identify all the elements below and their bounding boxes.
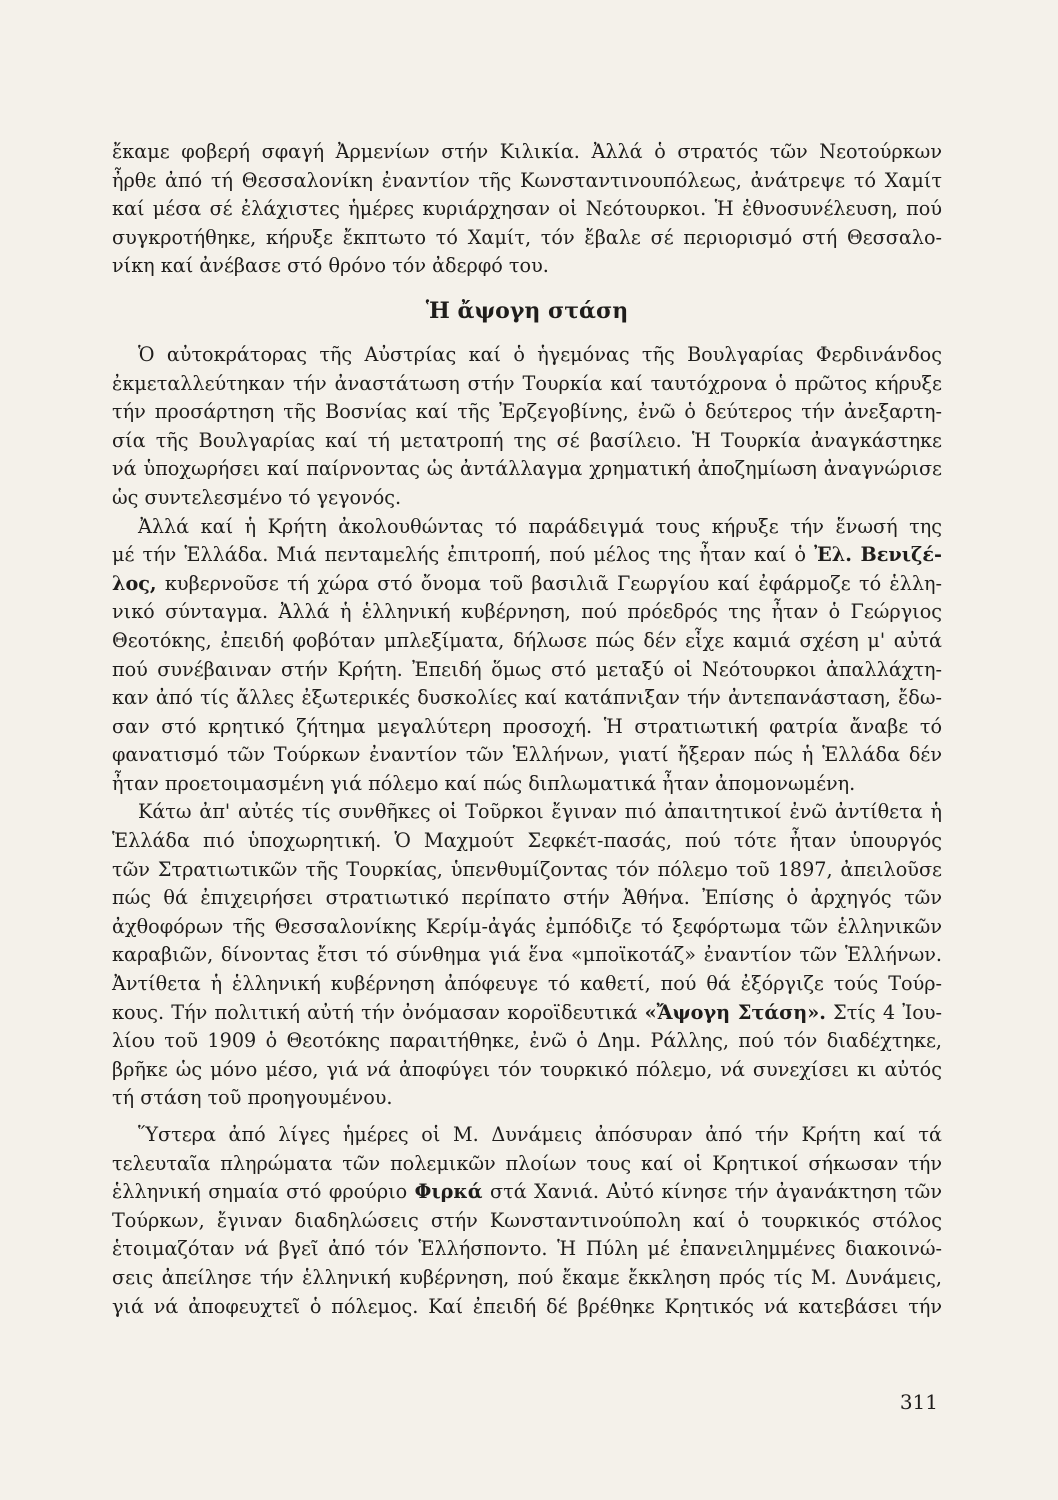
text-span: ἑλληνική σημαία στό φρούριο [112,1180,408,1204]
text-line: φανατισμό τῶν Τούρκων ἐναντίον τῶν Ἑλλήνων, γιατί ἤξεραν πώς ἡ Ἑλλάδα δέν [112,743,942,767]
bold-name: λος, [112,571,157,595]
text-line: Ἀντίθετα ἡ ἑλληνική κυβέρνηση ἀπόφευγε τό καθετί, πού θά ἐξόργιζε τούς Τούρ- [112,972,942,996]
text-line: Θεοτόκης, ἐπειδή φοβόταν μπλεξίματα, δήλωσε πώς δέν εἶχε καμιά σχέση μ' αὐτά [112,628,942,652]
text-line: πού συνέβαιναν στήν Κρήτη. Ἐπειδή ὅμως στό μεταξύ οἱ Νεότουρκοι ἀπαλλάχτη- [112,657,942,681]
text-line: λίου τοῦ 1909 ὁ Θεοτόκης παραιτήθηκε, ἐνῶ ὁ Δημ. Ράλλης, πού τόν διαδέχτηκε, [112,1029,942,1053]
text-line: ἔκαμε φοβερή σφαγή Ἀρμενίων στήν Κιλικία. Ἀλλά ὁ στρατός τῶν Νεοτούρκων [112,140,942,163]
text-line: σία τῆς Βουλγαρίας καί τή μετατροπή της σέ βασίλειο. Ἡ Τουρκία ἀναγκάστηκε [112,428,942,452]
text-line: τῶν Στρατιωτικῶν τῆς Τουρκίας, ὑπενθυμίζοντας τόν πόλεμο τοῦ 1897, ἀπειλοῦσε [112,857,942,881]
text-line: σαν στό κρητικό ζήτημα μεγαλύτερη προσοχή. Ἡ στρατιωτική φατρία ἄναβε τό [112,714,942,738]
text-span: κους. Τήν πολιτική αὐτή τήν ὀνόμασαν κοροϊδευτικά [112,1000,638,1024]
text-line: ὡς συντελεσμένο τό γεγονός. [112,485,402,509]
text-line: καν ἀπό τίς ἄλλες ἐξωτερικές δυσκολίες καί κατάπνιξαν τήν ἀντεπανάσταση, ἔδω- [112,686,942,710]
text-line: καραβιῶν, δίνοντας ἔτσι τό σύνθημα γιά ἕνα «μποϊκοτάζ» ἐναντίον τῶν Ἑλλήνων. [112,943,942,967]
text-line: Ὕστερα ἀπό λίγες ἡμέρες οἱ Μ. Δυνάμεις ἀπόσυραν ἀπό τήν Κρήτη καί τά [138,1123,942,1146]
text-line: Τούρκων, ἔγιναν διαδηλώσεις στήν Κωνσταντινούπολη καί ὁ τουρκικός στόλος [112,1208,942,1232]
text-line [112,570,942,599]
paragraph-1 [112,138,942,281]
text-line: βρῆκε ὡς μόνο μέσο, γιά νά ἀποφύγει τόν τουρκικό πόλεμο, νά συνεχίσει κι αὐτός [112,1057,942,1081]
text-line: πώς θά ἐπιχειρήσει στρατιωτικό περίπατο στήν Ἀθήνα. Ἐπίσης ὁ ἀρχηγός τῶν [112,886,942,910]
paragraph-5 [112,1121,942,1321]
text-line: ἦρθε ἀπό τή Θεσσαλονίκη ἐναντίον τῆς Κωνσταντινουπόλεως, ἀνάτρεψε τό Χαμίτ [112,168,942,192]
text-line [112,1178,942,1207]
text-line: τελευταῖα πληρώματα τῶν πολεμικῶν πλοίων τους καί οἱ Κρητικοί σήκωσαν τήν [112,1151,942,1175]
text-span: στά Χανιά. Αὐτό κίνησε τήν ἀγανάκτηση τῶν [490,1180,942,1204]
section-heading: Ἡ ἄψογη στάση [425,297,629,324]
text-line: σεις ἀπείλησε τήν ἑλληνική κυβέρνηση, πού ἔκαμε ἔκκληση πρός τίς Μ. Δυνάμεις, [112,1265,942,1289]
text-line: ἐκμεταλλεύτηκαν τήν ἀναστάτωση στήν Τουρκία καί ταυτόχρονα ὁ πρῶτος κήρυξε [112,371,942,395]
text-line: νίκη καί ἀνέβασε στό θρόνο τόν ἀδερφό του. [112,254,549,278]
text-span: Στίς 4 Ἰου- [833,1000,942,1024]
bold-name: Φιρκά [414,1180,483,1204]
bold-quote: «Ἄψογη Στάση». [644,1000,826,1024]
text-line: νικό σύνταγμα. Ἀλλά ἡ ἑλληνική κυβέρνηση, πού πρόεδρός της ἦταν ὁ Γεώργιος [112,600,942,624]
text-line: Κάτω ἀπ' αὐτές τίς συνθῆκες οἱ Τοῦρκοι ἔγιναν πιό ἀπαιτητικοί ἐνῶ ἀντίθετα ἡ [138,800,942,824]
paragraph-4 [112,798,942,1113]
text-line: γιά νά ἀποφευχτεῖ ὁ πόλεμος. Καί ἐπειδή δέ βρέθηκε Κρητικός νά κατεβάσει τήν [112,1294,942,1318]
text-line: ἀχθοφόρων τῆς Θεσσαλονίκης Κερίμ-ἀγάς ἐμπόδιζε τό ξεφόρτωμα τῶν ἑλληνικῶν [112,914,942,938]
text-line: νά ὑποχωρήσει καί παίρνοντας ὡς ἀντάλλαγμα χρηματική ἀποζημίωση ἀναγνώρισε [112,457,942,481]
bold-name: Ἐλ. Βενιζέ- [814,543,942,567]
text-line [112,541,942,570]
text-span: κυβερνοῦσε τή χώρα στό ὄνομα τοῦ βασιλιᾶ Γεωργίου καί ἐφάρμοζε τό ἑλλη- [164,571,942,595]
page-number: 311 [899,1390,938,1414]
text-span: μέ τήν Ἑλλάδα. Μιά πενταμελής ἐπιτροπή, πού μέλος της ἦταν καί ὁ [112,543,807,567]
text-line: Ὁ αὐτοκράτορας τῆς Αὐστρίας καί ὁ ἡγεμόνας τῆς Βουλγαρίας Φερδινάνδος [138,342,942,366]
text-line: συγκροτήθηκε, κήρυξε ἔκπτωτο τό Χαμίτ, τόν ἔβαλε σέ περιορισμό στή Θεσσαλο- [112,225,942,249]
page-body [112,138,942,1321]
text-line: Ἑλλάδα πιό ὑποχωρητική. Ὁ Μαχμούτ Σεφκέτ-πασάς, πού τότε ἦταν ὑπουργός [112,829,942,853]
text-line: ἑτοιμαζόταν νά βγεῖ ἀπό τόν Ἑλλήσποντο. Ἡ Πύλη μέ ἐπανειλημμένες διακοινώ- [112,1237,942,1261]
text-line [112,999,942,1028]
text-line: καί μέσα σέ ἐλάχιστες ἡμέρες κυριάρχησαν οἱ Νεότουρκοι. Ἡ ἐθνοσυνέλευση, πού [112,197,942,221]
text-line: τήν προσάρτηση τῆς Βοσνίας καί τῆς Ἐρζεγοβίνης, ἐνῶ ὁ δεύτερος τήν ἀνεξαρτη- [112,400,942,424]
paragraph-2 [112,341,942,513]
text-line: Ἀλλά καί ἡ Κρήτη ἀκολουθώντας τό παράδειγμά τους κήρυξε τήν ἕνωσή της [138,514,942,538]
paragraph-3 [112,513,942,799]
text-line: τή στάση τοῦ προηγουμένου. [112,1086,393,1110]
text-line: ἦταν προετοιμασμένη γιά πόλεμο καί πώς διπλωματικά ἦταν ἀπομονωμένη. [112,771,856,795]
